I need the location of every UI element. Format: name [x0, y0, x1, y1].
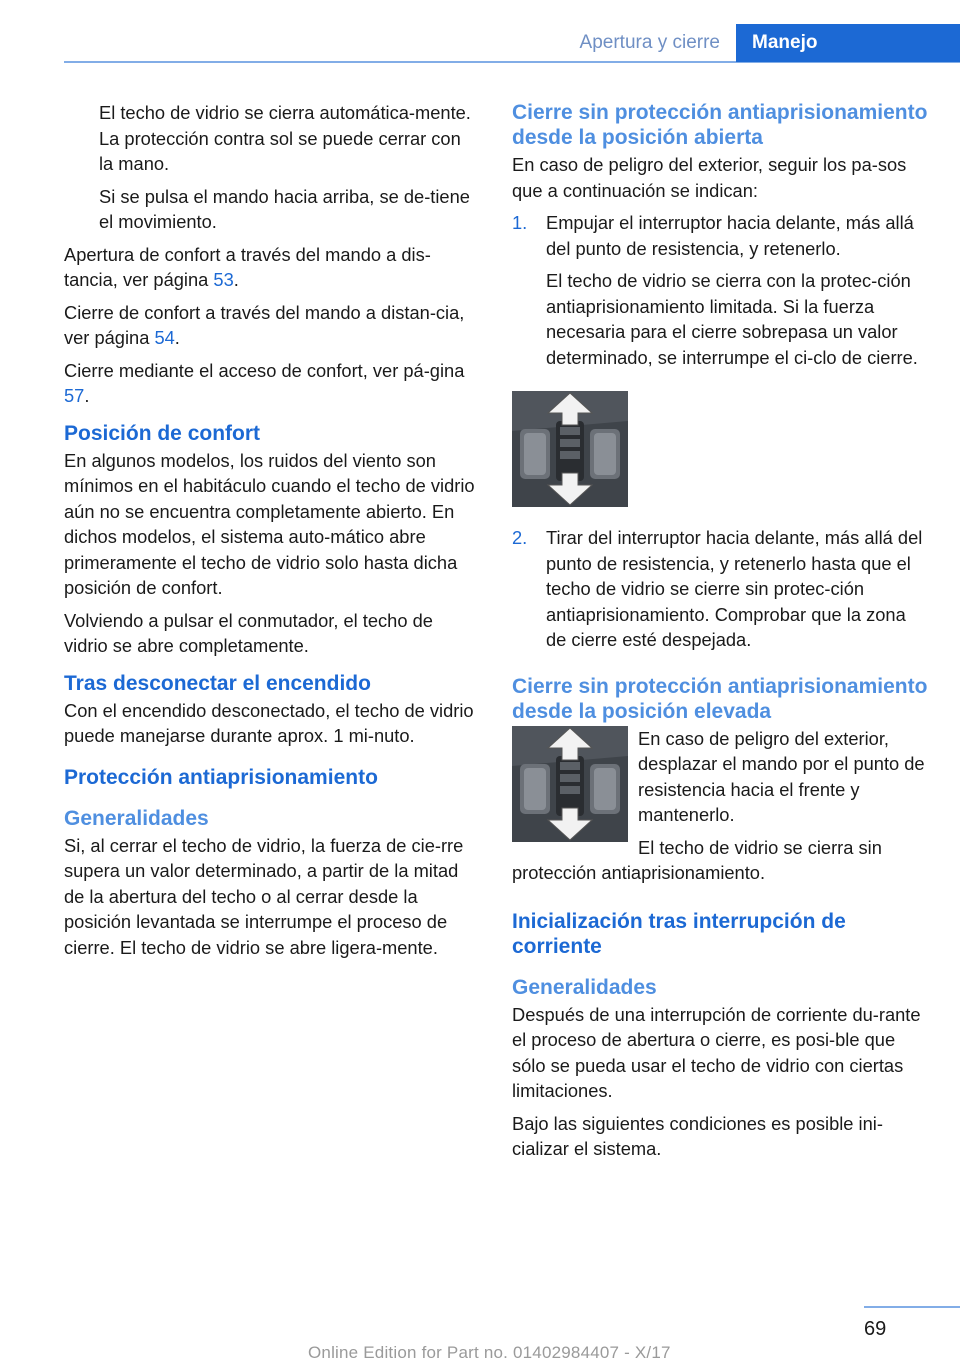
heading-cierre-elevada: Cierre sin protección antiaprisionamiento desde la posición elevada [512, 674, 928, 723]
list-item [512, 210, 928, 377]
paragraph: Bajo las siguientes condiciones es posible ini-cializar el sistema. [512, 1112, 883, 1159]
footer-divider [864, 1306, 960, 1308]
paragraph: Volviendo a pulsar el conmutador, el techo de vidrio se abre completamente. [64, 609, 433, 656]
paragraph: Si se pulsa el mando hacia arriba, se de-tiene el movimiento. [99, 185, 470, 232]
edition-label: Online Edition for Part no. 01402984407 - X/17 [308, 1343, 671, 1362]
page-number: 69 [864, 1318, 887, 1340]
right-column [512, 100, 928, 1169]
paragraph: Con el encendido desconectado, el techo de vidrio puede manejarse durante aprox. 1 mi-nuto. [64, 699, 474, 746]
page-link-54[interactable]: 54 [154, 327, 175, 348]
step-note: El techo de vidrio se cierra con la protec-ción antiaprisionamiento limitada. Si la fuerza necesaria para el cierre sobrepasa un valor determinado, se interrumpe el ci-clo de cierre. [546, 270, 918, 368]
heading-tras-desconectar: Tras desconectar el encendido [64, 671, 371, 695]
heading-posicion-confort: Posición de confort [64, 421, 261, 445]
left-column [64, 100, 480, 967]
step-text: Tirar del interruptor hacia delante, más allá del punto de resistencia, y retenerlo hasta que el techo de vidrio se cierre sin protec-ción antiaprisionamiento. Comprobar que la zona de cierre esté despejada. [546, 527, 923, 650]
paragraph: En algunos modelos, los ruidos del viento son mínimos en el habitáculo cuando el techo de vidrio aún no se encuentra completamente abierto. En dichos modelos, el sistema auto-mático abre primeramente el techo de vidrio solo hasta dicha posición de confort. [64, 449, 475, 598]
heading-inicializacion: Inicialización tras interrupción de corriente [512, 909, 846, 958]
paragraph: En caso de peligro del exterior, desplazar el mando por el punto de resistencia hacia el frente y mantenerlo. [638, 727, 925, 825]
step-text: Empujar el interruptor hacia delante, más allá del punto de resistencia, y retenerlo. [546, 212, 914, 259]
list-number: 1. [512, 212, 528, 233]
heading-proteccion: Protección antiaprisionamiento [64, 765, 378, 789]
elevada-block [512, 726, 928, 893]
paragraph: En caso de peligro del exterior, seguir los pa-sos que a continuación se indican: [512, 154, 907, 201]
list-body [546, 210, 928, 377]
paragraph-text: Cierre de confort a través del mando a distan-cia, ver página [64, 301, 465, 348]
page-link-53[interactable]: 53 [213, 269, 234, 290]
list-number: 2. [512, 527, 528, 548]
paragraph: El techo de vidrio se cierra automática-mente. La protección contra sol se puede cerrar con la mano. [99, 102, 471, 174]
heading-generalidades: Generalidades [64, 806, 209, 830]
heading-generalidades: Generalidades [512, 975, 657, 999]
heading-cierre-abierta: Cierre sin protección antiaprisionamiento desde la posición abierta [512, 101, 928, 149]
switch-illustration [512, 391, 628, 507]
roof-switch-image [512, 726, 628, 842]
paragraph: Si, al cerrar el techo de vidrio, la fuerza de cie-rre supera un valor determinado, a partir de la mitad de la abertura del techo o al cerrar desde la posición levantada se interrumpe el proceso de cierre. El techo de vidrio se abre ligera-mente. [64, 834, 464, 958]
paragraph: Cierre de confort a través del mando a distan-cia, ver página 54. [64, 301, 465, 348]
list-body [546, 525, 928, 660]
paragraph-text: Cierre mediante el acceso de confort, ver pá-gina [64, 359, 465, 381]
section-tab[interactable]: Apertura y cierre [579, 32, 720, 53]
header-divider [64, 61, 960, 63]
page-link-57[interactable]: 57 [64, 385, 85, 406]
chapter-tab[interactable]: Manejo [736, 24, 960, 62]
paragraph: Apertura de confort a través del mando a dis-tancia, ver página 53. [64, 243, 431, 290]
paragraph: Cierre mediante el acceso de confort, ver pá-gina 57. [64, 359, 465, 406]
roof-switch-image [512, 391, 628, 507]
paragraph: El techo de vidrio se cierra sin protección antiaprisionamiento. [512, 836, 882, 883]
paragraph: Después de una interrupción de corriente du-rante el proceso de abertura o cierre, es posi-ble que sólo se pueda usar el techo de vidrio con ciertas limitaciones. [512, 1003, 921, 1101]
page-header [0, 0, 960, 62]
switch-illustration [512, 726, 628, 842]
paragraph-text: Apertura de confort a través del mando a dis-tancia, ver página [64, 243, 431, 290]
list-item [512, 525, 928, 660]
